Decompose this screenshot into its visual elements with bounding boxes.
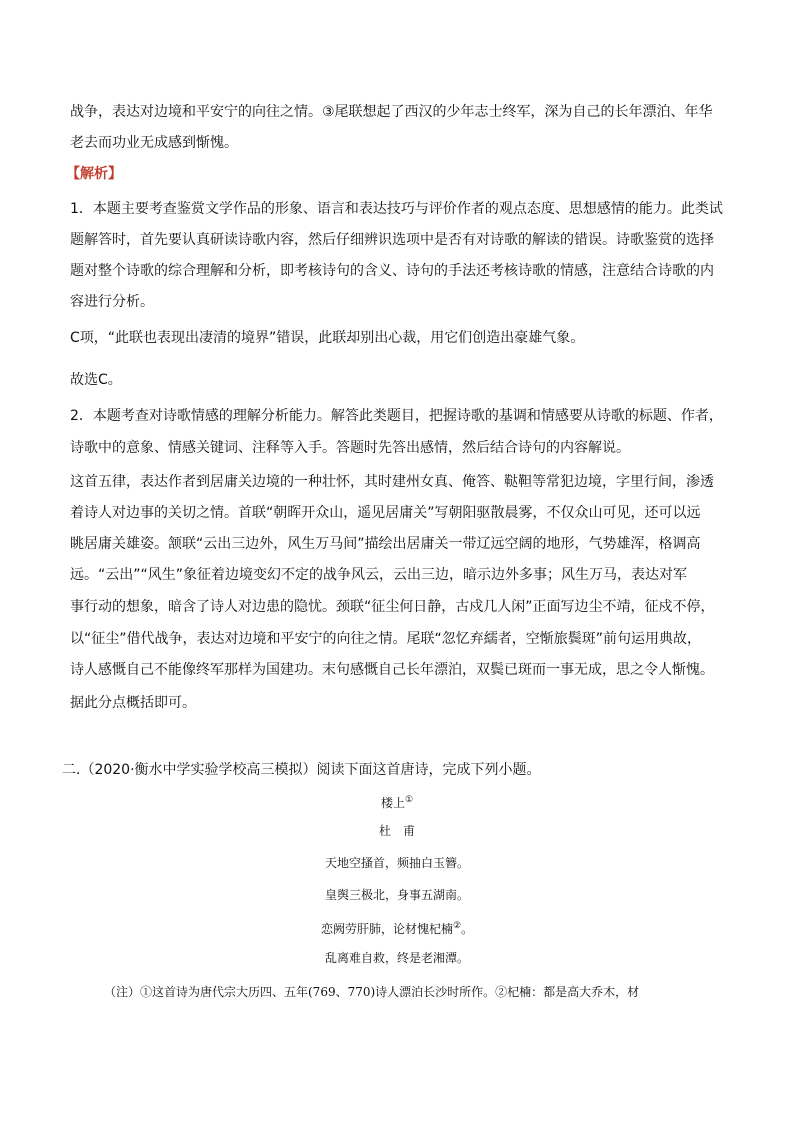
q1-line-4: 容进行分析。 <box>70 294 154 310</box>
poem-line-1: 天地空搔首，频抽白玉簪。 <box>324 856 469 870</box>
poem-title <box>0 793 794 810</box>
q2-line-2: 诗歌中的意象、情感关键词、注释等入手。答题时先答出感情，然后结合诗句的内容解说。 <box>70 440 630 456</box>
q2-line-3: 这首五律，表达作者到居庸关边境的一种壮怀，其时建州女真、俺答、鞑靼等常犯边境，字里行间，渗透 <box>70 474 714 490</box>
q2-line-6: 远。“云出”“风生”象征着边境变幻不定的战争风云，云出三边，暗示边外多事；风生万马，表达对军 <box>70 567 688 583</box>
q2-line-1: 2．本题考查对诗歌情感的理解分析能力。解答此类题目，把握诗歌的基调和情感要从诗歌的标题、作者， <box>70 408 723 424</box>
poem-title-text: 楼上 <box>380 796 405 810</box>
q2-line-4: 着诗人对边事的关切之情。首联“朝晖开众山，遥见居庸关”写朝阳驱散晨雾，不仅众山可见，还可以远 <box>70 505 701 521</box>
prev-answer-line-2: 老去而功业无成感到惭愧。 <box>70 135 238 151</box>
q1-line-3: 题对整个诗歌的综合理解和分析，即考核诗句的含义、诗句的手法还考核诗歌的情感，注意结合诗歌的内 <box>70 263 714 279</box>
q2-line-9: 诗人感慨自己不能像终军那样为国建功。末句感慨自己长年漂泊，双鬓已斑而一事无成，思之令人惭愧。 <box>70 662 714 678</box>
poem-line-4: 乱离难自救，终是老湘潭。 <box>324 951 469 965</box>
q1-line-5: C项，“此联也表现出凄清的境界”错误，此联却别出心裁，用它们创造出豪雄气象。 <box>70 330 585 346</box>
q1-line-2: 题解答时，首先要认真研读诗歌内容，然后仔细辨识选项中是否有对诗歌的解读的错误。诗歌鉴赏的选择 <box>70 232 714 248</box>
poem-note: （注）①这首诗为唐代宗大历四、五年(769、770)诗人漂泊长沙时所作。②杞楠：都是高大乔木，材 <box>104 985 640 999</box>
analysis-header: 【解析】 <box>66 166 122 182</box>
q2-line-8: 以“征尘”借代战争，表达对边境和平安宁的向往之情。尾联“忽忆弃繻者，空惭旅鬓斑”前句运用典故， <box>70 631 702 647</box>
q2-line-7: 事行动的想象，暗含了诗人对边患的隐忧。颈联“征尘何日静，古戍几人闲”正面写边尘不靖，征戍不停， <box>70 599 715 615</box>
poem-line-3-note-marker: ② <box>452 921 462 931</box>
poem-title-note-marker: ① <box>404 795 414 805</box>
q2-line-10: 据此分点概括即可。 <box>70 695 196 711</box>
q1-line-1: 1．本题主要考查鉴赏文学作品的形象、语言和表达技巧与评价作者的观点态度、思想感情的能力。此类试 <box>70 201 723 217</box>
section-2-heading: 二.（2020·衡水中学实验学校高三模拟）阅读下面这首唐诗，完成下列小题。 <box>62 762 541 778</box>
poem-line-3 <box>0 919 794 936</box>
poem-author: 杜 甫 <box>378 824 415 838</box>
prev-answer-line-1: 战争，表达对边境和平安宁的向往之情。③尾联想起了西汉的少年志士终军，深为自己的长年漂泊、年华 <box>70 104 713 120</box>
poem-line-2: 皇舆三极北，身事五湖南。 <box>324 888 469 902</box>
q1-line-6: 故选C。 <box>70 372 122 388</box>
poem-line-3-end: 。 <box>461 922 474 936</box>
poem-line-3-text: 恋阙劳肝肺，论材愧杞楠 <box>320 922 453 936</box>
q2-line-5: 眺居庸关雄姿。颔联“云出三边外，风生万马间”描绘出居庸关一带辽远空阔的地形，气势雄浑，格调高 <box>70 536 701 552</box>
